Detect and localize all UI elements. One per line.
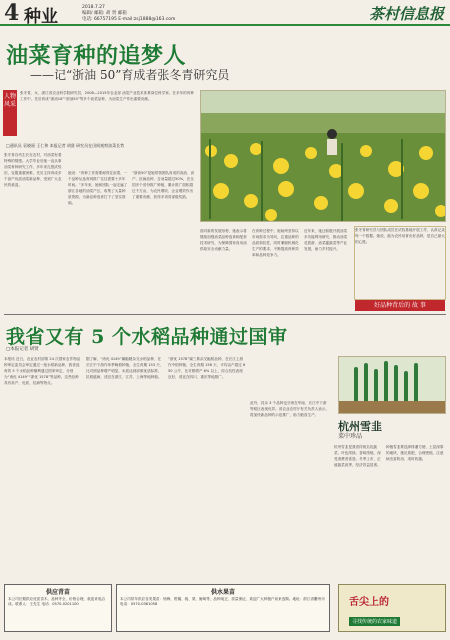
article1-caption: □通讯员 袁晓丽 王仁和 本报记者 胡贤 研究员在田间观察油菜长势 [6,143,125,148]
promo-subtitle: 寻找传统的农家味道 [349,617,400,626]
article1-column: 面对新的发展形势，她表示将继续加强油菜品种选育和配套技术研究，为保障国家食用油供给安全贡献力量。 [200,229,247,251]
article1-column: “浙油50”是她带领团队育成的高油、高产、抗病品种，含油量超过50%，在全国多个省份推广种植，累计推广面积超过千万亩，为农民增收、企业增效作出了重要贡献，获得多项省部级奖励。 [132,171,195,199]
rapeseed-field-photo [200,90,446,222]
article1-column: 她说：“育种工作需要耐得住寂寞，一个品种从选育到推广往往需要十多年时间。”多年来，她和团队一起走遍了浙江各地的油菜产区，收集了大量种质资源，为新品种选育打下了坚实基础。 [68,171,128,205]
page-number: 4 [4,0,20,26]
story-tag: 好品种背后的 故 事 [355,300,445,311]
masthead-meta: 2018.7.27 编辑/ 邮箱: 胡 贤 邮箱 电话: 66757195 E-mail:zsj1888@163.com [82,5,176,22]
article1-column: 在育种过程中，她始终坚持以市场需求为导向，注重品种的品质和抗性，同时兼顾机械化生产的要求，不断提高育种效率和品种竞争力。 [252,229,299,257]
article1-column: 近年来，她还积极开展油菜多功能利用研究，推动油菜花旅游、油菜薹蔬菜等产业发展，助力乡村振兴。 [304,229,348,251]
leek-illustration [339,357,446,414]
article2-column: “浙优 1578”属三系杂交籼稻品种，在长江上游作中稻种植，全生育期 158 天，平均亩产超过 650 公斤，比对照增产 6% 以上，综合抗性表现良好，适宜在四川、重庆等地推广。 [168,357,246,379]
right-column-text: 杭州雪韭是我省传统名优蔬菜，叶色浓绿，香味浓郁，深受消费者喜爱。冬季上市，正值蔬菜淡季，经济效益显著。 [334,445,381,467]
section-divider [4,314,446,315]
right-column-title: 杭州雪韭 [338,420,382,433]
ad-text: 本公司长期供应优质苗木，品种齐全，价格合理，欢迎来电洽谈。联系人：王先生 电话：0570-0201100 [8,597,106,606]
article1-title: 油菜育种的追梦人 [6,43,187,69]
article2-column: 据了解，“甬优 4149”属籼粳杂交水稻品种，在长江中下游作单季晚稻种植，全生育期 153 天，比对照品种增产明显，米质达到部颁优质标准，抗稻瘟病，适宜在浙江、江苏、上海等地种植。 [86,357,164,379]
article2-column: 本报讯 近日，农业农村部第 24 次国家农作物品种审定委员会审定通过一批水稻新品种，我省选育的 5 个水稻品种顺利通过国家审定，分别为“甬优 4149”“浙优 1578”等品种。这些品种具有高产、优质、抗病等特点。 [4,357,81,385]
paper-name: 茶村信息报 [368,5,444,23]
promo-title: 舌尖上的 [349,597,389,608]
article1-subtitle: ——记“浙油 50”育成者张冬青研究员 [30,68,230,82]
article2-title: 我省又有 5 个水稻品种通过国审 [6,326,288,348]
profile-badge: 人物风采 [3,90,17,136]
leek-photo [338,356,446,414]
article2-byline: □本报记者 胡贤 [6,347,39,352]
ad-box [4,584,112,632]
story-panel: 张冬青研究员与团队成员在试验基地开展工作，认真记录每一个数据。她说，能为农民培育出好品种，是自己最大的心愿。 [354,226,446,300]
article2-column: 此外，其余 3 个品种也分别在华南、长江中下游等稻区表现优异。省农业农村厅有关负责人表示，将加快新品种的示范推广，助力粮食生产。 [250,401,330,417]
right-column-subtitle: 菜中珍品 [338,433,363,440]
article1-column: 张冬青自幼生长在农村，对油菜有着特殊的情感。大学毕业后她一直从事油菜育种研究工作，多年来扎根试验田，克服重重困难，先后主持育成多个高产优质油菜新品种，受到广大农民的欢迎。 [4,153,62,187]
article1-lead: 张冬青，女，浙江省农业科学院研究员，2008—2015年农业部 油菜产业技术体系岗位科学家。在多年的育种工作中，先后育成“浙油18”“浙油50”等多个油菜品种，为油菜生产作出重要贡献。 [20,91,194,101]
ad-box [116,584,330,632]
promo-stamp [338,584,446,632]
rapeseed-field-illustration [201,91,446,222]
ad-title: 供水果苗 [210,589,235,596]
right-column-text: 种植雪韭要选择排灌方便、土层深厚的地块，施足基肥，合理密植，注意病虫害防治，适时收割。 [386,445,444,461]
section-name: 种业 [24,7,58,27]
ad-title: 供应青苗 [45,589,70,596]
ad-text: 本公司常年供应各类果苗：杨梅、柑橘、桃、梨、葡萄等，品种纯正，质量保证，欢迎广大种植户前来选购。地址：浙江省衢州市 电话：0570-0361058 [120,597,325,606]
